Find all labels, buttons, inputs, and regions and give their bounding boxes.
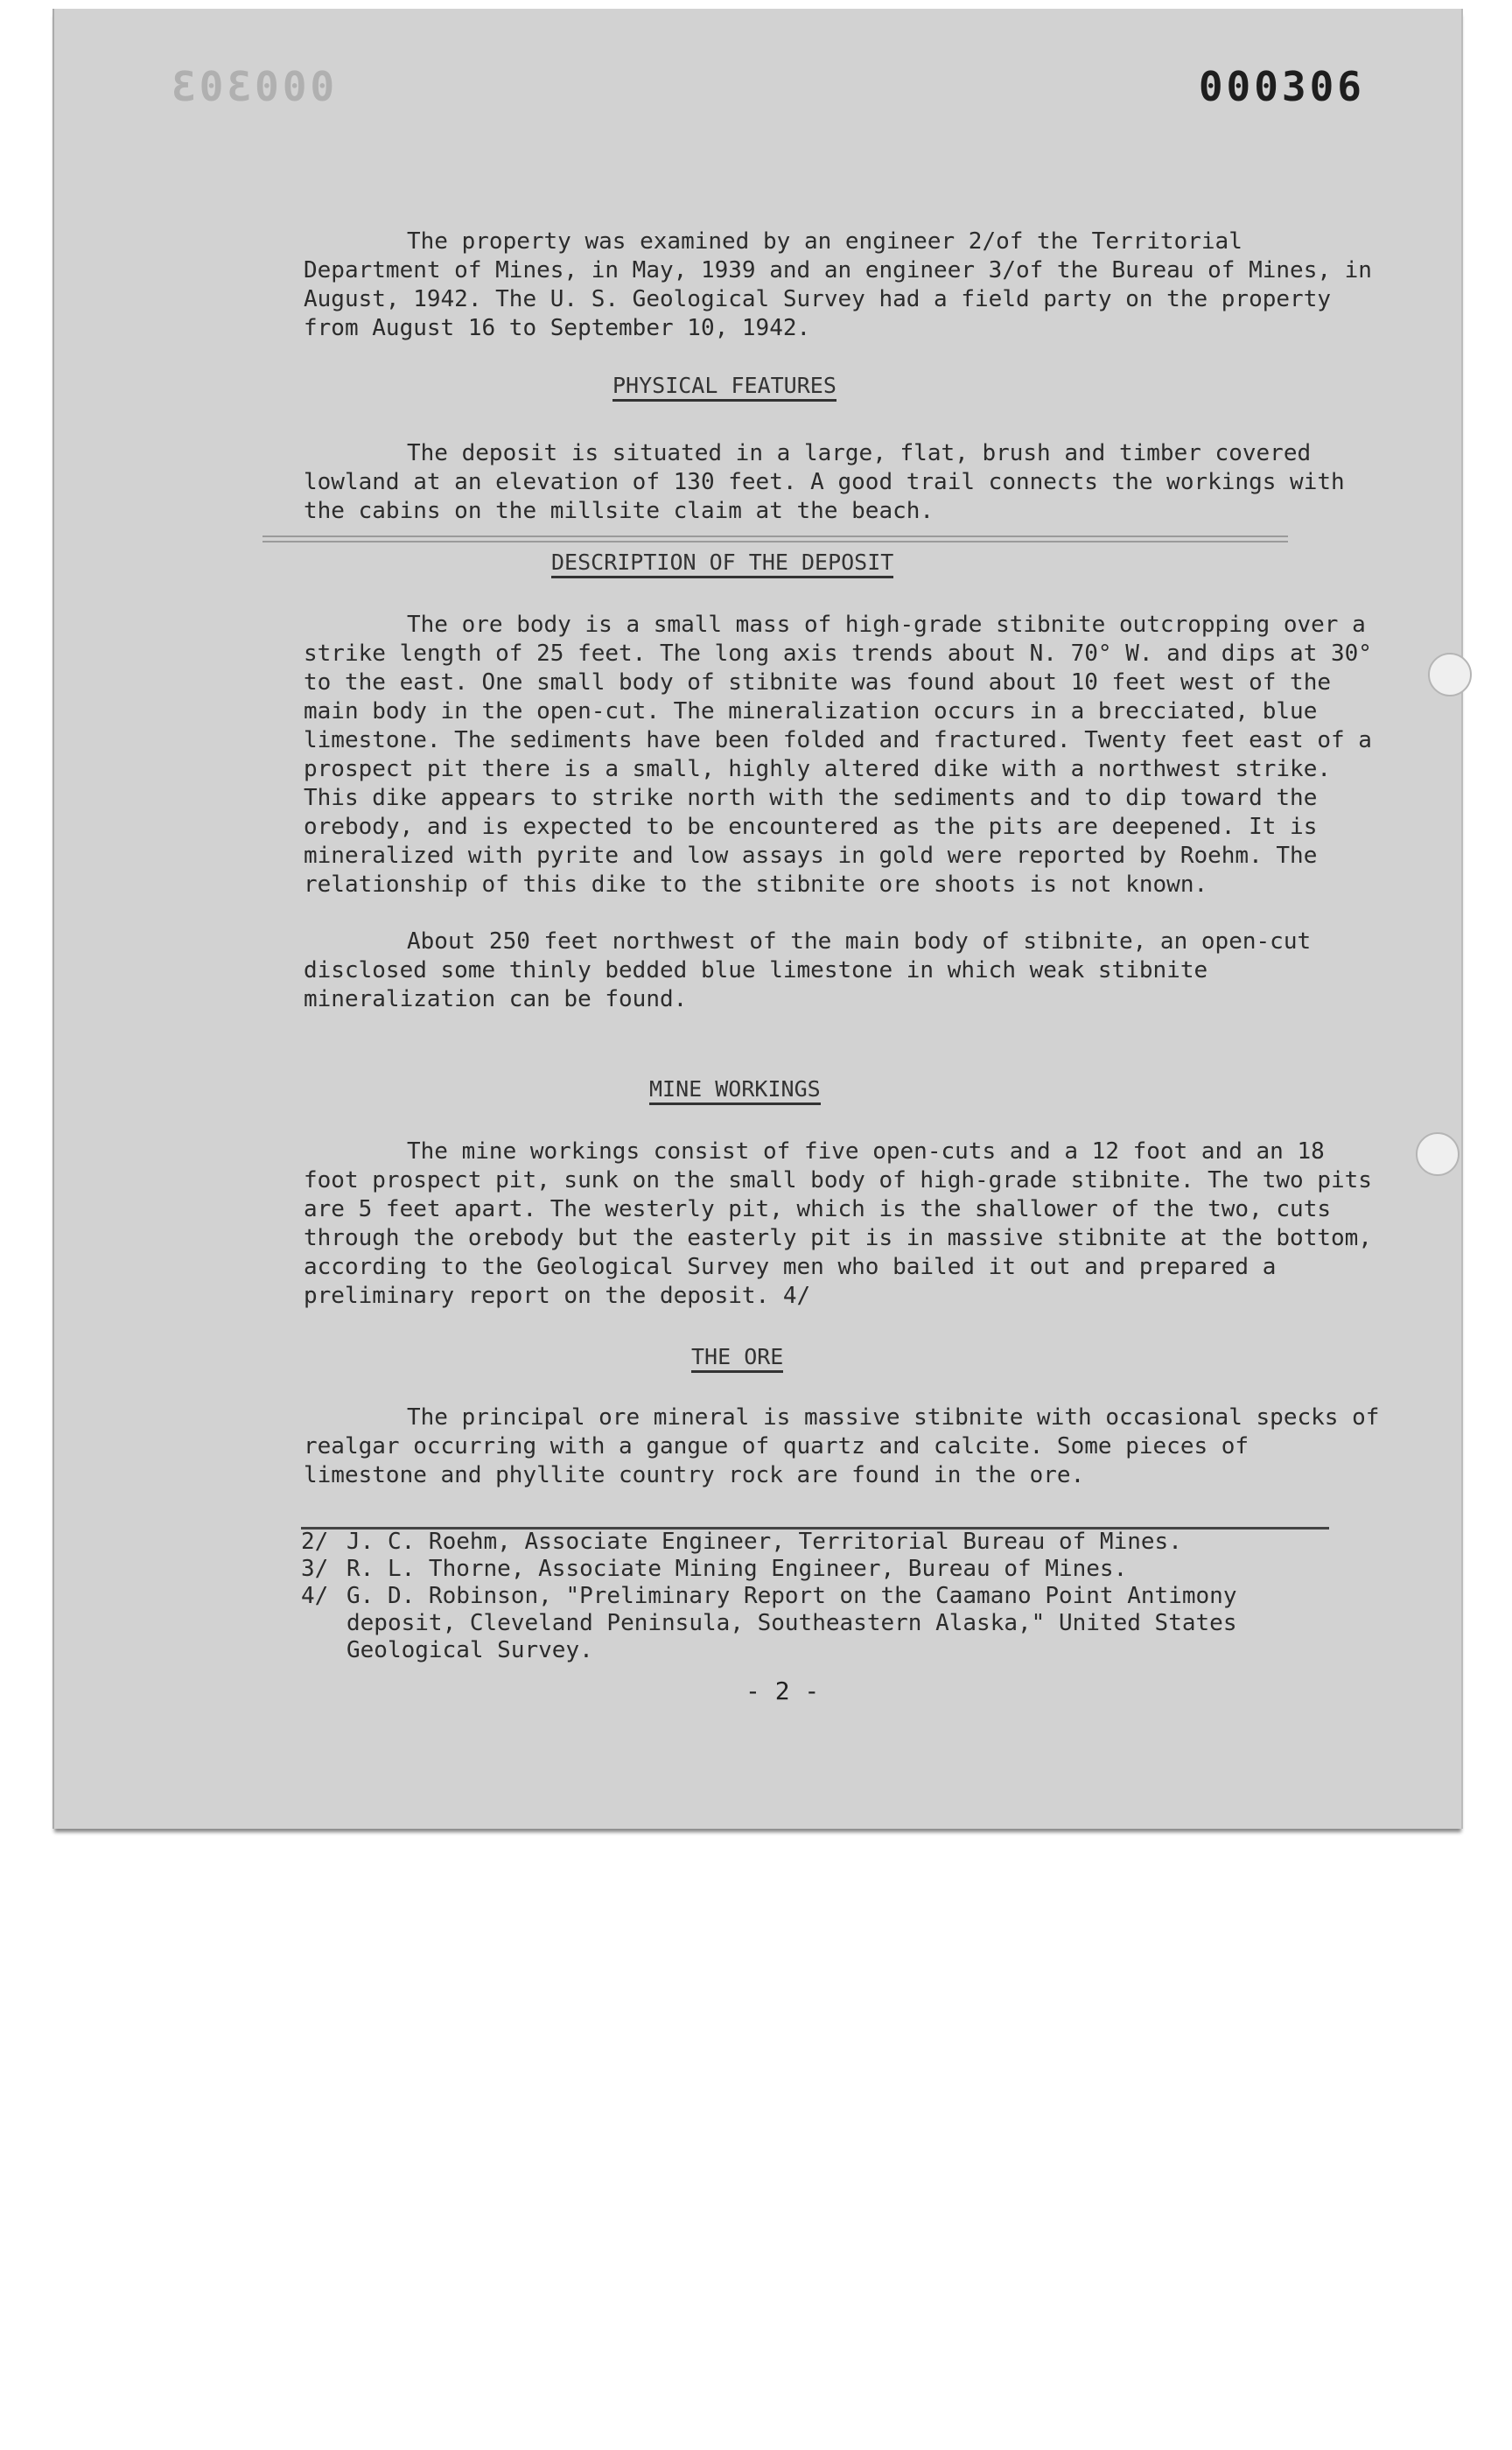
intro-section bbox=[304, 228, 1384, 371]
description-paragraph-2: About 250 feet northwest of the main body of stibnite, an open-cut disclosed some thinly bedded blue limestone in which weak stibnite mineralization can be found. bbox=[304, 928, 1312, 1012]
the-ore-section bbox=[304, 1404, 1384, 1518]
footnote-mark: 3/ bbox=[301, 1556, 329, 1582]
description-paragraph-1: The ore body is a small mass of high-grade stibnite outcropping over a strike length of 25 feet. The long axis trends about N. 70° W. and dips at 30° to the east. One small body of stibnite was found about 10 feet west of the main body in the open-cut. The mineralization occurs in a brecciated, blue limestone. The sediments have been folded and fractured. Twenty feet east of a prospect pit there is a small, highly altered dike with a northwest strike. This dike appears to strike north with the sediments and to dip toward the orebody, and is expected to be encountered as the pits are deepened. It is mineralized with pyrite and low assays in gold were reported by Roehm. The relationship of this dike to the stibnite ore shoots is not known. bbox=[304, 612, 1372, 898]
mine-workings-heading: MINE WORKINGS bbox=[649, 1076, 821, 1105]
footnote-mark: 4/ bbox=[301, 1583, 329, 1609]
punch-hole-lower bbox=[1416, 1132, 1460, 1176]
physical-features-paragraph: The deposit is situated in a large, flat, brush and timber covered lowland at an elevation of 130 feet. A good trail connects the workings with the cabins on the millsite claim at the beach. bbox=[304, 440, 1345, 524]
section-separator bbox=[262, 536, 1288, 542]
footnote-text: R. L. Thorne, Associate Mining Engineer, Bureau of Mines. bbox=[346, 1556, 1128, 1582]
physical-features-heading: PHYSICAL FEATURES bbox=[612, 373, 836, 402]
footnote-text: G. D. Robinson, "Preliminary Report on the Caamano Point Antimony deposit, Cleveland Peninsula, Southeastern Alaska," United States Geological Survey. bbox=[346, 1583, 1237, 1663]
document-page bbox=[52, 9, 1463, 1829]
description-section bbox=[304, 611, 1384, 1042]
description-heading: DESCRIPTION OF THE DEPOSIT bbox=[551, 550, 893, 578]
footnote-text: J. C. Roehm, Associate Engineer, Territorial Bureau of Mines. bbox=[346, 1529, 1182, 1555]
mine-workings-section bbox=[304, 1138, 1384, 1339]
footnote bbox=[301, 1583, 1351, 1664]
the-ore-paragraph: The principal ore mineral is massive stibnite with occasional specks of realgar occurring with a gangue of quartz and calcite. Some pieces of limestone and phyllite country rock are found in the ore. bbox=[304, 1404, 1380, 1488]
footnote bbox=[301, 1556, 1351, 1583]
mine-workings-paragraph: The mine workings consist of five open-cuts and a 12 foot and an 18 foot prospect pit, sunk on the small body of high-grade stibnite. The two pits are 5 feet apart. The westerly pit, which is the shallower of the two, cuts through the orebody but the easterly pit is in massive stibnite at the bottom, according to the Geological Survey men who bailed it out and prepared a preliminary report on the deposit. 4/ bbox=[304, 1138, 1372, 1309]
footnote bbox=[301, 1529, 1351, 1556]
the-ore-heading: THE ORE bbox=[691, 1344, 783, 1373]
document-number: 000306 bbox=[1198, 63, 1365, 110]
intro-paragraph: The property was examined by an engineer 2/of the Territorial Department of Mines, in May, 1939 and an engineer 3/of the Bureau of Mines, in August, 1942. The U. S. Geological Survey had a field party on the property from August 16 to September 10, 1942. bbox=[304, 228, 1372, 341]
page-number: - 2 - bbox=[746, 1676, 820, 1705]
footnote-mark: 2/ bbox=[301, 1529, 329, 1555]
bleed-through-number: 000303 bbox=[168, 63, 335, 110]
punch-hole-upper bbox=[1428, 653, 1472, 696]
footnotes bbox=[301, 1529, 1351, 1664]
